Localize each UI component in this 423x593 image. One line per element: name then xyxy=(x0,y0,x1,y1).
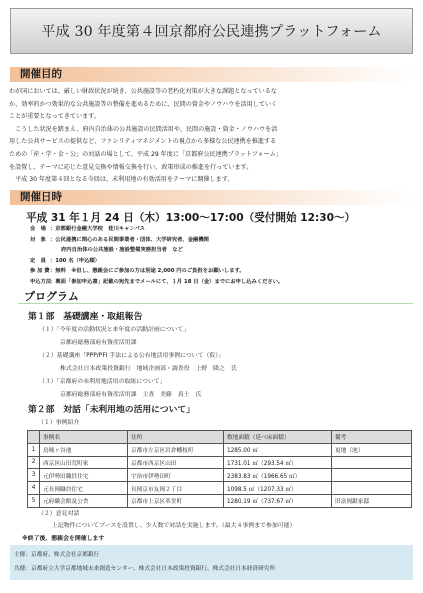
table-cell: 1 xyxy=(28,443,40,456)
table-cell: 旧富岡銀家邸 xyxy=(332,494,412,507)
event-info xyxy=(30,224,283,288)
part1-item: （３）「京都府の未利用地活用の取組について」 xyxy=(39,379,166,385)
purpose-line: ための「産・学・金・公」の対話の場として、平成 29 年度に「京都府公民連携プラットフォーム」 xyxy=(9,150,282,158)
table-cell: 京都市左京区岩倉幡枝町 xyxy=(128,443,224,456)
table-cell: 鳥賊ヶ谷池 xyxy=(40,443,128,456)
table-cell xyxy=(332,456,412,469)
cohost-text: 共催：京都府立大学京都地域未来創造センター、株式会社日本政策投資銀行、株式会社日本経済研究所 xyxy=(14,566,276,572)
table-cell: 5 xyxy=(28,494,40,507)
info-label: 申込方法 xyxy=(30,278,52,285)
table-cell: 西京区山田荒町家 xyxy=(40,456,128,469)
event-date: 平成 31 年１月 24 日（木）13:00～17:00（受付開始 12:30～） xyxy=(26,212,356,224)
table-cell: 3 xyxy=(28,469,40,482)
table-cell: 宇治市伊勢田町 xyxy=(128,469,224,482)
program-heading: プログラム xyxy=(24,290,79,303)
purpose-line: か、効率的かつ効果的な公共施設等の整備を進めるために、民間の資金やノウハウを活用していく xyxy=(9,100,278,108)
case-table xyxy=(27,430,412,508)
table-cell: 1098.5 ㎡（1207.33 ㎡） xyxy=(224,482,332,495)
info-text: ：裏面「参加申込書」記載の宛先までメールにて、１月 18 日（金）までにお申し込みください。 xyxy=(50,278,284,285)
table-header: 敷地面積（延べ床面積） xyxy=(224,431,332,444)
info-text: 府内自治体の公共施設・施設整備実務担当者 など xyxy=(61,247,183,254)
schedule-heading: 開催日時 xyxy=(10,190,413,205)
table-cell: 4 xyxy=(28,482,40,495)
info-row-target xyxy=(30,235,283,246)
table-header: 事例名 xyxy=(40,431,128,444)
table-row xyxy=(28,443,412,456)
table-cell: 元伊勢田職員住宅 xyxy=(40,469,128,482)
table-header: 住所 xyxy=(128,431,224,444)
program-divider xyxy=(18,303,413,304)
purpose-line: ことが重要となってきています。 xyxy=(9,113,100,121)
table-cell: 2 xyxy=(28,456,40,469)
part2-heading: 第２部 対話「未利用地の活用について」 xyxy=(28,405,195,415)
table-header xyxy=(28,431,40,444)
part1-item-presenter: 京都府総務部府有資産活用課 主査 美藤 真士 氏 xyxy=(60,392,202,398)
info-row-fee xyxy=(30,266,283,277)
table-cell: 元府職会館及公舎 xyxy=(40,494,128,507)
info-row-venue xyxy=(30,224,283,235)
table-cell: 京都市西京区山田 xyxy=(128,456,224,469)
table-cell: 2383.83 ㎡（1966.65 ㎡） xyxy=(224,469,332,482)
table-row xyxy=(28,482,412,495)
part1-item: （２）基礎講座「PPP/PFI 手法による公有地活用事例について（仮）」 xyxy=(39,353,225,359)
table-cell xyxy=(332,469,412,482)
purpose-line: 用した公共サービスの提供など、ファシリティマネジメントの視点から多様な公民連携を推進する xyxy=(9,138,277,146)
table-header-row xyxy=(28,431,412,444)
purpose-heading: 開催目的 xyxy=(10,67,413,82)
document-title: 平成 30 年度第４回京都府公民連携プラットフォーム xyxy=(41,24,382,40)
dialogue-label: （２）意見対話 xyxy=(38,511,80,517)
info-label: 会 場 xyxy=(30,226,46,232)
info-row-target-cont xyxy=(30,245,283,256)
organizer-box xyxy=(10,545,413,580)
purpose-line: を設置し、テーマに応じた意見交換や情報交換を行い、政策形成の推進を行っています。 xyxy=(9,163,253,171)
info-text: ：100 名（申込順） xyxy=(50,257,100,264)
table-row xyxy=(28,456,412,469)
purpose-line: こうした状況を踏まえ、府内自治体の公共施設の民間活用や、民間の施設・資金・ノウハウを活 xyxy=(9,125,278,133)
table-cell: 元長岡職員住宅 xyxy=(40,482,128,495)
info-label: 参 加 費 xyxy=(30,268,50,275)
info-row-capacity xyxy=(30,256,283,267)
table-row xyxy=(28,469,412,482)
table-cell xyxy=(332,482,412,495)
part1-heading: 第１部 基礎講座・取組報告 xyxy=(28,312,143,322)
info-text: ：京都銀行金融大学校 桂川キャンパス xyxy=(50,226,145,232)
table-cell: 1731.01 ㎡（293.54 ㎡） xyxy=(224,456,332,469)
purpose-body xyxy=(9,86,415,187)
part1-item: （１）「今年度の活動状況と来年度の活動計画について」 xyxy=(39,327,190,333)
table-cell: 更地（池） xyxy=(332,443,412,456)
reception-note: ※終了後、懇親会を開催します xyxy=(22,536,105,542)
table-cell: 長岡京市友岡２丁目 xyxy=(128,482,224,495)
dialogue-text: 上記物件についてブースを設置し、少人数で対話を実施します。（最大４事例まで参加可能） xyxy=(52,523,296,529)
info-label: 対 象 xyxy=(30,236,46,243)
table-cell: 1280.19 ㎡（737.67 ㎡） xyxy=(224,494,332,507)
document-title-banner xyxy=(10,8,413,54)
table-header: 備考 xyxy=(332,431,412,444)
info-text: ：公民連携に関心のある民間事業者・団体、大学研究者、金融機関 xyxy=(50,236,209,243)
part1-item-presenter: 株式会社日本政策投資銀行 地域企画部・調査役 上野 隆之 氏 xyxy=(60,366,237,372)
purpose-line: わが国においては、厳しい財政状況が続き、公共施設等の老朽化対策が大きな課題となっているな xyxy=(9,88,277,95)
info-text: ：無料 ※但し、懇親会にご参加の方は別途 2,000 円のご負担をお願いします。 xyxy=(50,268,245,275)
purpose-line: 平成 30 年度第４回となる今回は、未利用地の有効活用をテーマに開催します。 xyxy=(9,176,234,184)
part1-item-presenter: 京都府総務部府有資産活用課 xyxy=(60,340,137,346)
table-row xyxy=(28,494,412,507)
table-cell: 京都市上京区革堂町 xyxy=(128,494,224,507)
case-intro-label: （１）事例紹介 xyxy=(38,420,80,426)
organizer-text: 主催：京都府、株式会社京都銀行 xyxy=(14,552,100,558)
info-row-apply xyxy=(30,277,283,288)
info-label: 定 員 xyxy=(30,257,46,264)
table-cell: 1285.00 ㎡ xyxy=(224,443,332,456)
